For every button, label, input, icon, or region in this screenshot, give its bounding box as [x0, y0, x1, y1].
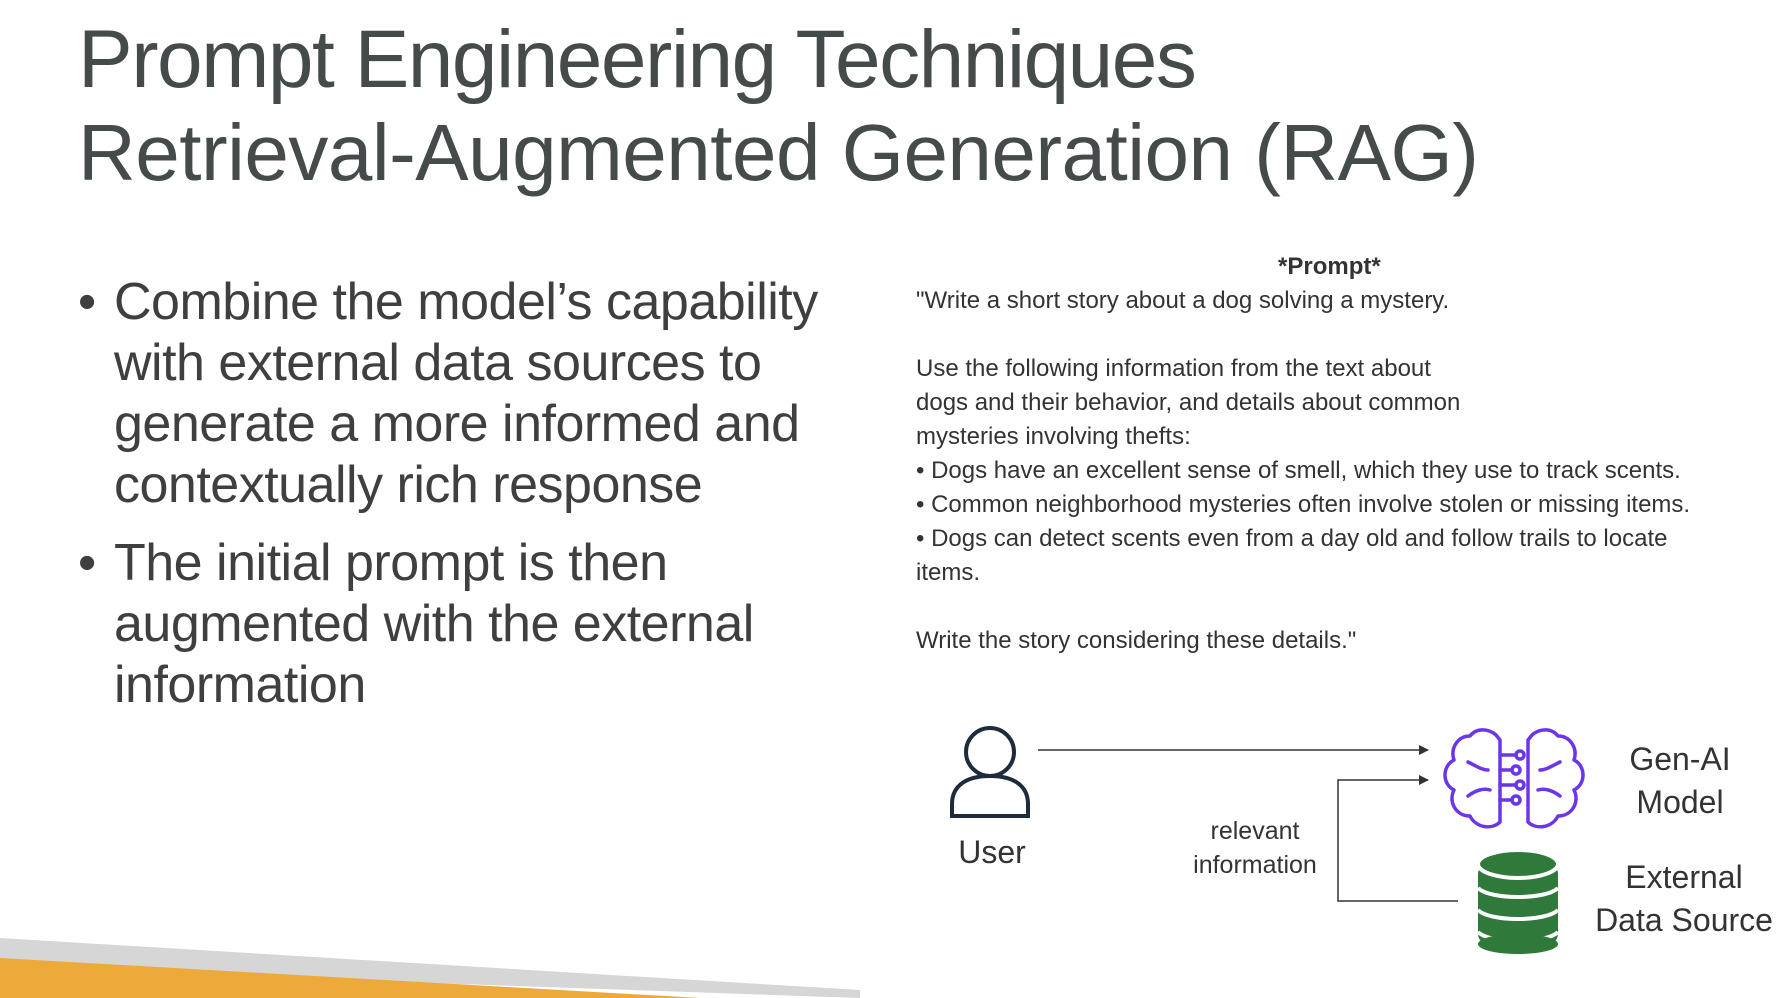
- brain-icon: [1445, 730, 1583, 827]
- bullet-text: The initial prompt is then augmented with the external information: [114, 534, 754, 714]
- title-line-1: Prompt Engineering Techniques: [78, 14, 1196, 105]
- bullet-dot: •: [78, 534, 96, 592]
- external-line-2: Data Source: [1595, 902, 1773, 938]
- data-to-model-arrow: [1338, 780, 1458, 901]
- genai-line-1: Gen-AI: [1629, 741, 1731, 777]
- external-data-source-label: [1586, 856, 1782, 942]
- bullet-dot: •: [78, 273, 96, 331]
- relevant-information-label: [1170, 814, 1340, 882]
- database-icon: [1478, 850, 1558, 954]
- prompt-item: • Dogs can detect scents even from a day old and follow trails to locate: [916, 525, 1668, 552]
- relevant-line-2: information: [1193, 851, 1317, 879]
- external-line-1: External: [1625, 859, 1743, 895]
- prompt-line: Use the following information from the text about: [916, 355, 1431, 382]
- prompt-line: "Write a short story about a dog solving a mystery.: [916, 287, 1450, 314]
- prompt-line: mysteries involving thefts:: [916, 423, 1191, 450]
- user-label: User: [958, 834, 1026, 870]
- prompt-line: dogs and their behavior, and details about common: [916, 389, 1461, 416]
- prompt-heading: *Prompt*: [1278, 253, 1381, 280]
- bullet-text: Combine the model’s capability with external data sources to generate a more informed and contextually rich response: [114, 273, 818, 514]
- prompt-line: items.: [916, 559, 981, 586]
- title-line-2: Retrieval-Augmented Generation (RAG): [78, 108, 1479, 197]
- prompt-item: • Dogs have an excellent sense of smell, which they use to track scents.: [916, 457, 1681, 484]
- prompt-item: • Common neighborhood mysteries often involve stolen or missing items.: [916, 491, 1691, 518]
- genai-line-2: Model: [1636, 784, 1724, 820]
- user-icon: [952, 728, 1028, 816]
- prompt-line: Write the story considering these details.": [916, 627, 1357, 654]
- relevant-line-1: relevant: [1210, 817, 1300, 845]
- genai-model-label: [1600, 738, 1760, 824]
